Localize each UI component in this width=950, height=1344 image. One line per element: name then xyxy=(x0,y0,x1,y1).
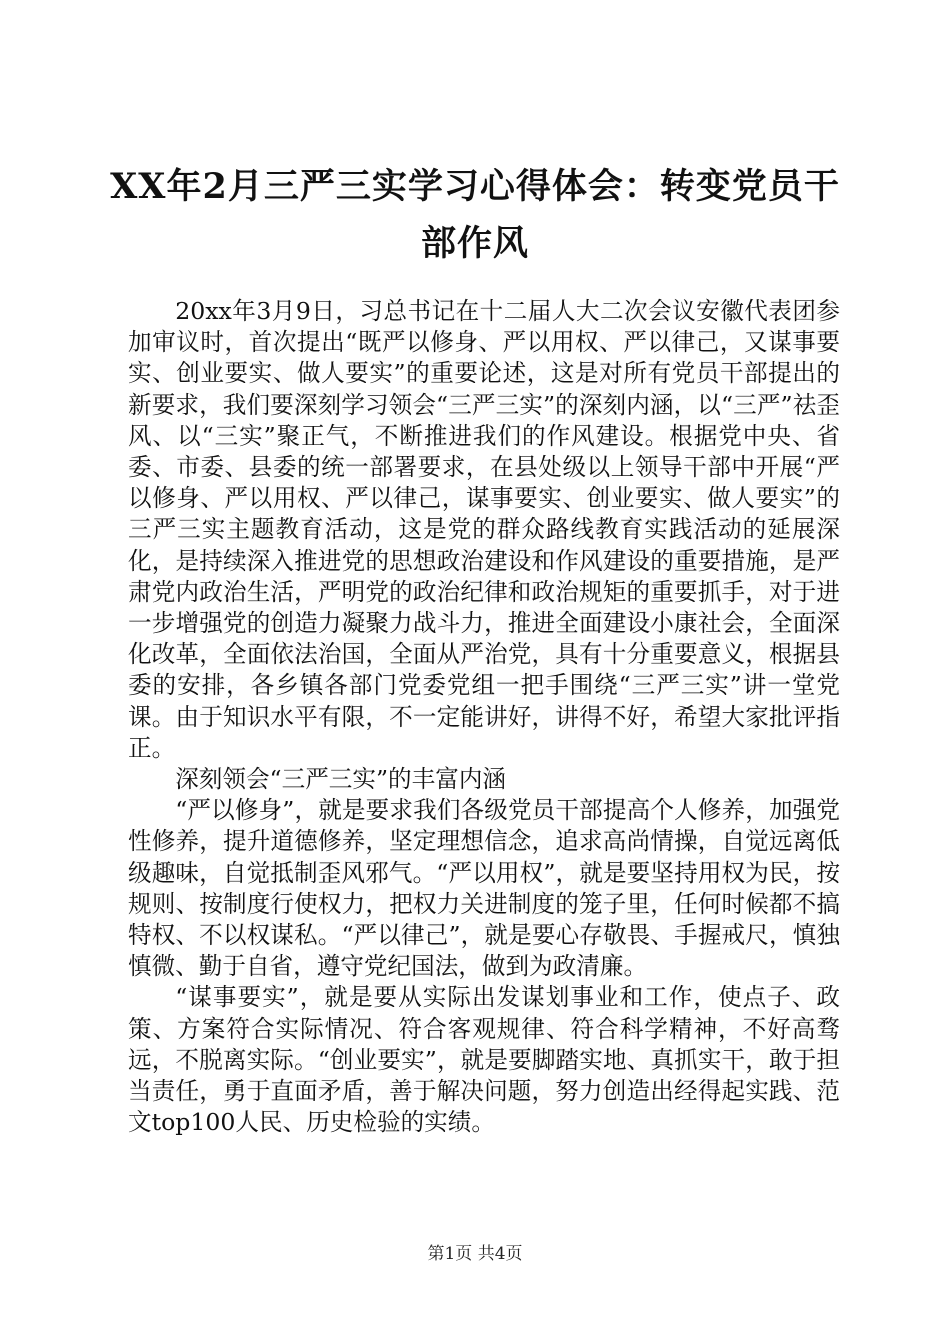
document-body xyxy=(128,296,840,1138)
page-number-footer: 第1页 共4页 xyxy=(427,1244,523,1264)
paragraph-intro: 20xx年3月9日，习总书记在十二届人大二次会议安徽代表团参加审议时，首次提出“既严以修身、严以用权、严以律己，又谋事要实、创业要实、做人要实”的重要论述，这是对所有党员干部提出的新要求，我们要深刻学习领会“三严三实”的深刻内涵，以“三严”祛歪风、以“三实”聚正气，不断推进我们的作风建设。根据党中央、省委、市委、县委的统一部署要求，在县处级以上领导干部中开展“严以修身、严以用权、严以律己，谋事要实、创业要实、做人要实”的三严三实主题教育活动，这是党的群众路线教育实践活动的延展深化，是持续深入推进党的思想政治建设和作风建设的重要措施，是严肃党内政治生活，严明党的政治纪律和政治规矩的重要抓手，对于进一步增强党的创造力凝聚力战斗力，推进全面建设小康社会，全面深化改革，全面依法治国，全面从严治党，具有十分重要意义，根据县委的安排，各乡镇各部门党委党组一把手围绕“三严三实”讲一堂党课。由于知识水平有限，不一定能讲好，讲得不好，希望大家批评指正。 xyxy=(128,297,840,762)
paragraph-three-stricts: “严以修身”，就是要求我们各级党员干部提高个人修养，加强党性修养，提升道德修养，坚定理想信念，追求高尚情操，自觉远离低级趣味，自觉抵制歪风邪气。“严以用权”，就是要坚持用权为民，按规则、按制度行使权力，把权力关进制度的笼子里，任何时候都不搞特权、不以权谋私。“严以律己”，就是要心存敬畏、手握戒尺，慎独慎微、勤于自省，遵守党纪国法，做到为政清廉。 xyxy=(128,796,840,981)
document-title: XX年2月三严三实学习心得体会：转变党员干部作风 xyxy=(110,166,840,264)
section-heading: 深刻领会“三严三实”的丰富内涵 xyxy=(175,765,507,794)
paragraph-three-earnests: “谋事要实”，就是要从实际出发谋划事业和工作，使点子、政策、方案符合实际情况、符合客观规律、符合科学精神，不好高骛远，不脱离实际。“创业要实”，就是要脚踏实地、真抓实干，敢于担当责任，勇于直面矛盾，善于解决问题，努力创造出经得起实践、范文top100人民、历史检验的实绩。 xyxy=(128,983,840,1137)
